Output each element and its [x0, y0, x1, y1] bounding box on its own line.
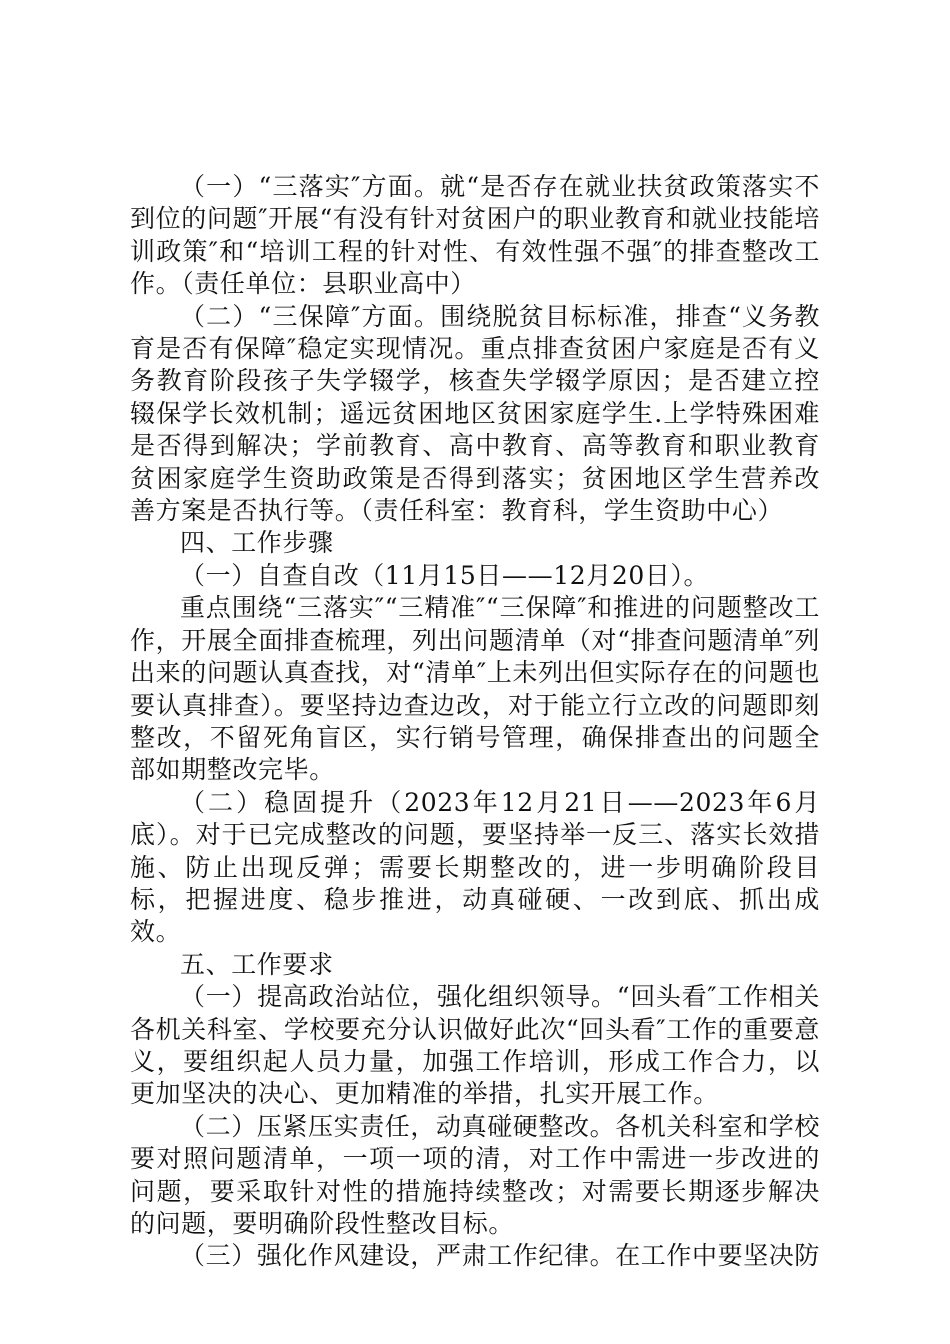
paragraph-responsibility: （二）压紧压实责任，动真碰硬整改。各机关科室和学校要对照问题清单，一项一项的清，对工作中需进一步改进的问题，要采取针对性的措施持续整改；对需要长期逐步解决的问题，要明确阶段性整改目标。: [130, 1111, 821, 1238]
paragraph-san-luoshi: （一）“三落实″方面。就“是否存在就业扶贫政策落实不到位的问题″开展“有没有针对贫困户的职业教育和就业技能培训政策″和“培训工程的针对性、有效性强不强″的排查整改工作。（责任单位：县职业高中）: [130, 172, 820, 299]
section-heading-work-steps: 四、工作步骤: [180, 528, 334, 558]
document-body: [130, 171, 820, 1273]
paragraph-consolidate: （二）稳固提升（2023年12月21日——2023年6月底）。对于已完成整改的问题，要坚持举一反三、落实长效措施、防止出现反弹；需要长期整改的，进一步明确阶段目标，把握进度、稳步推进，动真碰硬、一改到底、抓出成效。: [130, 787, 820, 947]
paragraph-political-stance: （一）提高政治站位，强化组织领导。“回头看″工作相关各机关科室、学校要充分认识做好此次“回头看″工作的重要意义，要组织起人员力量，加强工作培训，形成工作合力，以更加坚决的决心、更加精准的举措，扎实开展工作。: [130, 982, 820, 1109]
paragraph-work-style: （三）强化作风建设，严肃工作纪律。在工作中要坚决防: [180, 1241, 821, 1271]
paragraph-self-check: （一）自查自改（11月15日——12月20日）。: [180, 560, 710, 590]
paragraph-key-focus: 重点围绕“三落实″“三精准″“三保障″和推进的问题整改工作，开展全面排查梳理，列出问题清单（对“排查问题清单″列出来的问题认真查找，对“清单″上未列出但实际存在的问题也要认真排查）。要坚持边查边改，对于能立行立改的问题即刻整改，不留死角盲区，实行销号管理，确保排查出的问题全部如期整改完毕。: [130, 593, 820, 785]
section-heading-work-requirements: 五、工作要求: [180, 949, 334, 979]
paragraph-san-baozhang: （二）“三保障″方面。围绕脱贫目标标准，排查“义务教育是否有保障″稳定实现情况。重点排查贫困户家庭是否有义务教育阶段孩子失学辍学，核查失学辍学原因；是否建立控辍保学长效机制；遥远贫困地区贫困家庭学生.上学特殊困难是否得到解决；学前教育、高中教育、高等教育和职业教育贫困家庭学生资助政策是否得到落实；贫困地区学生营养改善方案是否执行等。（责任科室：教育科，学生资助中心）: [130, 301, 820, 526]
